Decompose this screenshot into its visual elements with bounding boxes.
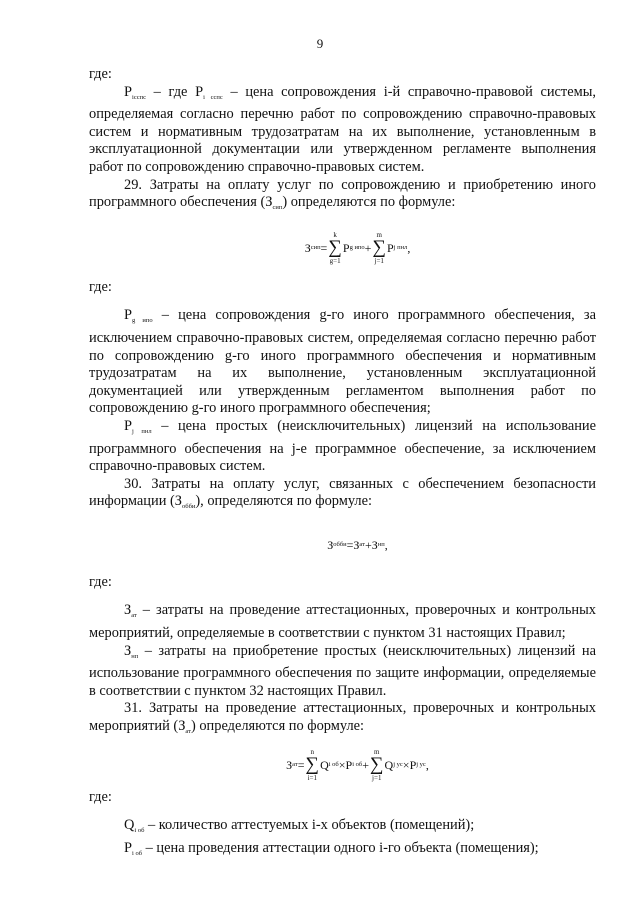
formula-z-sip: З сип = k ∑ g=1 P g ипо + m ∑ j=1 P j пнл , xyxy=(304,230,411,265)
definition-p-i-sps: $P_{iсспс}$ – где $P_{i сспс}$ – цена сопровождения i-й справочно-правовой системы, определяемая согласно перечню работ по сопровождению справочно-правовых систем и нормативным трудозатратам на их выполнение, установленным в эксплуатационной документации или утвержденном регламенте выполнения работ по сопровождению справочно-правовых систем. xyxy=(89,83,596,175)
where-label: где: xyxy=(89,278,112,295)
definition-p-g-ipo: $P_{g ипо}$ – цена сопровождения g-го иного программного обеспечения, за исключением справочно-правовых систем, определяемая согласно перечню работ по сопровождению g-го иного программного обеспечения и нормативным трудозатратам на их выполнение, установленным эксплуатационной документацией или утвержденным регламентом выполнения работ по сопровождению g-го иного программного обеспечения; xyxy=(89,307,596,417)
clause-30: 30. Затраты на оплату услуг, связанных с обеспечением безопасности информации $(З_{обби})$, определяются по формуле: xyxy=(89,475,596,511)
formula-z-obbi: З обби = З ат + З нп , xyxy=(327,537,388,552)
sum-sign: m ∑ j=1 xyxy=(372,230,386,265)
where-label: где: xyxy=(89,573,112,590)
sum-sign: m ∑ j=1 xyxy=(369,747,384,782)
definition-z-np: $З_{нп}$ – затраты на приобретение простых (неисключительных) лицензий на использование программного обеспечения по защите информации, определяемые в соответствии с пунктом 32 настоящих Правил. xyxy=(89,642,596,699)
clause-29: 29. Затраты на оплату услуг по сопровождению и приобретению иного программного обеспечения $(З_{сип})$ определяются по формуле: xyxy=(89,176,596,212)
sum-sign: k ∑ g=1 xyxy=(328,230,342,265)
document-body xyxy=(89,66,596,862)
definition-p-j-pnl: $P_{j пнл}$ – цена простых (неисключительных) лицензий на использование программного обеспечения на j-е программное обеспечение, за исключением справочно-правовых систем. xyxy=(89,417,596,475)
where-label: где: xyxy=(89,66,112,82)
definition-q-i-ob: $Q_{i об}$ – количество аттестуемых i-х объектов (помещений); xyxy=(124,817,475,835)
where-label: где: xyxy=(89,788,112,805)
sum-sign: n ∑ i=1 xyxy=(305,747,320,782)
definition-p-i-ob: $P_{i об}$ – цена проведения аттестации одного i-го объекта (помещения); xyxy=(124,839,539,857)
definition-z-at: $З_{ат}$ – затраты на проведение аттестационных, проверочных и контрольных мероприятий, определяемые в соответствии с пунктом 31 настоящих Правил; xyxy=(89,602,596,642)
page-number: 9 xyxy=(316,36,324,51)
formula-z-at: З ат = n ∑ i=1 Q i об × P i об + m ∑ j=1 Q j ус × P j ус , xyxy=(286,747,429,782)
clause-31: 31. Затраты на проведение аттестационных, проверочных и контрольных мероприятий $(З_{ат})$ определяются по формуле: xyxy=(89,700,596,736)
